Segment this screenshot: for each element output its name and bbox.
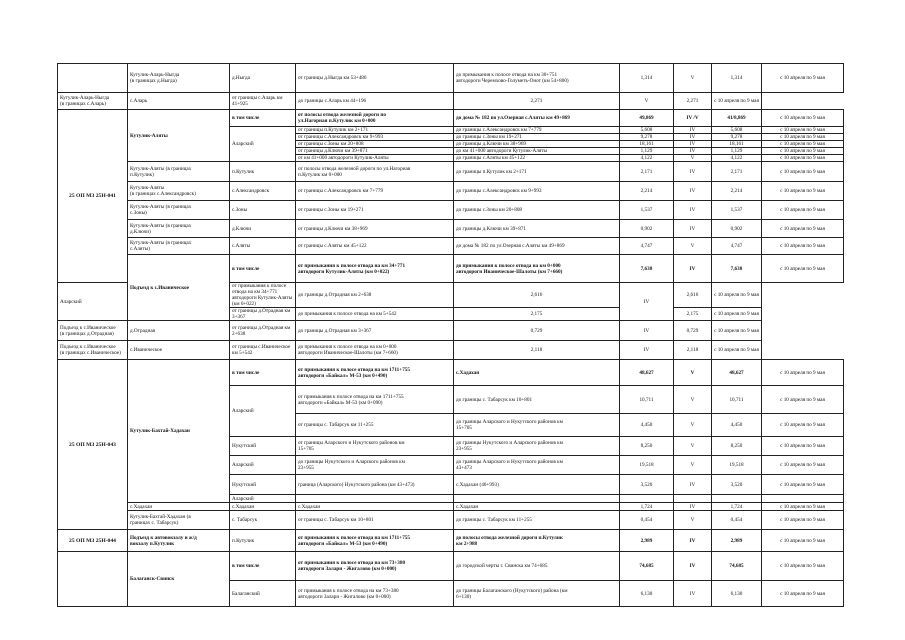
cell-len2: 1,314 — [712, 64, 762, 93]
cell-len2: 2,271 — [674, 93, 712, 110]
cell-from: от границы с.Иваническое км 5+542 — [230, 341, 296, 360]
cell-loc: д.Ныгда — [230, 64, 296, 93]
cell-from: от примыкания к полосе отвода на км 1711+755 автодороги «Байкал» М-53 (км 0+490) — [296, 360, 454, 386]
cell-len2: 41/8,869 — [712, 110, 762, 127]
cell-period: с 10 апреля по 9 мая — [762, 127, 844, 134]
cell-cat: IV — [674, 182, 712, 201]
cell-to: до примыкания к полосе отвода на км 0+000 автодороги Иваническое-Шалоты (км 7+660) — [296, 341, 454, 360]
cell-to: до примыкания к полосе отвода на км 0+000 автодороги Иваническое-Шалоты (км 7+660) — [454, 255, 620, 283]
cell-name: Кутулик-Аларь-Ныгда (в границах д.Ныгда) — [128, 64, 230, 93]
cell-name: с.Хадахан — [128, 503, 230, 511]
table-row — [58, 220, 844, 238]
cell-loc: Нукутский — [230, 475, 296, 495]
cell-len: 48,627 — [620, 360, 674, 386]
cell-name: Кутулик-Аляты (в границах п.Кутулик) — [128, 162, 230, 182]
cell-from: от границы п.Кутулик км 2+171 — [296, 127, 454, 134]
cell-len: 2,271 — [454, 93, 620, 110]
cell-cat: IV — [674, 134, 712, 141]
cell-from: от полосы отвода железной дороги по ул.Нагорная п.Кутулик км 0+000 — [296, 162, 454, 182]
cell-period — [762, 495, 844, 503]
cell-len2: 1,129 — [712, 148, 762, 155]
cell-period: с 10 апреля по 9 мая — [762, 134, 844, 141]
cell-to: до городской черты г. Свинска км 74+685 — [454, 552, 620, 581]
cell-name: Подъезд к с.Иваническое — [128, 255, 230, 321]
cell-loc: с.Хадахан — [230, 503, 296, 511]
cell-cat: V — [674, 456, 712, 475]
cell-len: 0,902 — [620, 220, 674, 238]
cell-len2: 0,729 — [674, 321, 712, 341]
cell-len: 1,537 — [620, 201, 674, 220]
cell-period: с 10 апреля по 9 мая — [762, 414, 844, 437]
cell-loc: д.Отрадная — [128, 321, 230, 341]
cell-cat: IV — [674, 503, 712, 511]
cell-len2: 2,989 — [712, 530, 762, 552]
table-row — [58, 341, 844, 360]
cell-len: 0,729 — [454, 321, 620, 341]
cell-len: 4,747 — [620, 238, 674, 255]
table-row — [58, 321, 844, 341]
cell-len2: 8,250 — [712, 437, 762, 456]
cell-from: до границы Нукутского и Аларского районов км 23+955 — [296, 456, 454, 475]
cell-cat: V — [674, 64, 712, 93]
cell-to: с.Хадахан — [454, 360, 620, 386]
cell-from: от границы с.Аляты км 45+122 — [296, 238, 454, 255]
cell-loc: в том числе — [230, 255, 296, 283]
cell-len: 2,214 — [620, 182, 674, 201]
cell-from — [296, 495, 454, 503]
cell-len: 2,616 — [454, 283, 620, 308]
cell-period: с 10 апреля по 9 мая — [712, 283, 762, 308]
cell-len2: 1,724 — [712, 503, 762, 511]
cell-period: с 10 апреля по 9 мая — [762, 64, 844, 93]
cell-from: от границы с.Аларь км 41+925 — [230, 93, 296, 110]
cell-cat: IV — [674, 581, 712, 607]
cell-len: 9,278 — [620, 134, 674, 141]
cell-cat: IV — [674, 530, 712, 552]
cell-cat: IV — [674, 162, 712, 182]
cell-period: с 10 апреля по 9 мая — [762, 110, 844, 127]
cell-name: Подъезд к с.Иваническое (в границах с.Иваническое) — [58, 341, 128, 360]
cell-loc: с.Аларь — [128, 93, 230, 110]
cell-from: от границы д.Отрадная км 3+367 — [230, 308, 296, 321]
cell-len: 5,608 — [620, 127, 674, 134]
cell-period: с 10 апреля по 9 мая — [762, 360, 844, 386]
cell-period: с 10 апреля по 9 мая — [762, 386, 844, 414]
cell-name: Кутулик-Бахтай-Хадахан (в границах с. Табарсук) — [128, 511, 230, 530]
cell-loc: Аларский — [230, 495, 296, 503]
cell-to: до границы Аларского и Нукутского районов км 15+705 — [454, 414, 620, 437]
cell-cat: IV — [674, 552, 712, 581]
cell-len: 1,724 — [620, 503, 674, 511]
cell-to: до границы Нукутского и Аларского районов км 23+955 — [454, 437, 620, 456]
cell-period: с 10 апреля по 9 мая — [762, 437, 844, 456]
table-row — [58, 360, 844, 386]
cell-loc: д.Ключи — [230, 220, 296, 238]
cell-to: до границы с. Табарсук км 10+801 — [454, 386, 620, 414]
cell-len2: 6,130 — [712, 581, 762, 607]
cell-to: до границы с.Зоны км 19+271 — [454, 134, 620, 141]
cell-period: с 10 апреля по 9 мая — [712, 308, 762, 321]
cell-cat: V — [674, 437, 712, 456]
cell-len: 0,454 — [620, 511, 674, 530]
cell-cat: V — [620, 93, 674, 110]
cell-cat: IV — [674, 148, 712, 155]
cell-len2: 3,520 — [712, 475, 762, 495]
cell-len2: 2,171 — [712, 162, 762, 182]
cell-len2: 2,175 — [674, 308, 712, 321]
cell-code: 25 ОП МЗ 25Н-044 — [58, 530, 128, 552]
cell-to: до границы п.Кутулик км 2+171 — [454, 162, 620, 182]
cell-name: Кутулик-Аларь-Ныгда (в границах с.Аларь) — [58, 93, 128, 110]
cell-len2: 18,161 — [712, 141, 762, 148]
cell-name: Подъезд к автовокзалу и ж/д вокзалу п.Кутулик — [128, 530, 230, 552]
cell-len: 7,638 — [620, 255, 674, 283]
cell-len2: 74,685 — [712, 552, 762, 581]
cell-name: Кутулик-Бахтай-Хадахан — [128, 360, 230, 503]
cell-len: 1,129 — [620, 148, 674, 155]
cell-len — [620, 495, 674, 503]
cell-cat: IV — [674, 255, 712, 283]
cell-from: от примыкания к полосе отвода на км 73+380 автодороги Залари - Жигалово (км 0+000) — [296, 552, 454, 581]
cell-from: от границы с.Зоны км 19+271 — [296, 201, 454, 220]
cell-from: от границы Аларского и Нукутского районов км 15+705 — [296, 437, 454, 456]
cell-loc: Балаганский — [230, 581, 296, 607]
cell-len2: 4,122 — [712, 155, 762, 162]
cell-cat: IV — [674, 127, 712, 134]
cell-period: с 10 апреля по 9 мая — [762, 456, 844, 475]
cell-to: до полосы отвода железной дороги п.Кутулик км 2+988 — [454, 530, 620, 552]
cell-len2 — [712, 495, 762, 503]
cell-cat: IV — [620, 283, 674, 321]
cell-from: от границы д.Ныгда км 53+486 — [296, 64, 454, 93]
cell-len2: 0,902 — [712, 220, 762, 238]
cell-loc: п.Кутулик — [230, 530, 296, 552]
cell-len: 19,518 — [620, 456, 674, 475]
cell-loc: в том числе — [230, 110, 296, 127]
cell-len: 18,161 — [620, 141, 674, 148]
cell-from: граница (Аларского) Нукутского района (км 43+473) — [296, 475, 454, 495]
cell-cat: V — [674, 386, 712, 414]
cell-from: от примыкания к полосе отвода на км 34+771 автодороги Кутулик-Аляты (км 0+022) — [296, 255, 454, 283]
cell-to: до границы с.Аляты км 45+122 — [454, 155, 620, 162]
table-row — [58, 110, 844, 127]
cell-len2: 2,616 — [674, 283, 712, 308]
cell-code — [58, 552, 128, 607]
cell-name: Кутулик-Аляты (в границах д.Ключи) — [128, 220, 230, 238]
cell-period: с 10 апреля по 9 мая — [762, 511, 844, 530]
cell-len2: 48,627 — [712, 360, 762, 386]
cell-len: 2,171 — [620, 162, 674, 182]
cell-to: до границы Аларского и Нукутского районов км 43+473 — [454, 456, 620, 475]
cell-from: от границы с.Александровск км 9+993 — [296, 134, 454, 141]
cell-len2: 19,518 — [712, 456, 762, 475]
cell-len2: 2,118 — [674, 341, 712, 360]
cell-loc: Нукутский — [230, 437, 296, 456]
cell-len2: 9,278 — [712, 134, 762, 141]
table-row — [58, 93, 844, 110]
cell-len: 2,118 — [454, 341, 620, 360]
cell-period: с 10 апреля по 9 мая — [712, 321, 762, 341]
cell-len2: 4,747 — [712, 238, 762, 255]
table-row — [58, 503, 844, 511]
cell-len: 8,250 — [620, 437, 674, 456]
cell-loc: Аларский — [230, 127, 296, 162]
cell-len2: 10,711 — [712, 386, 762, 414]
cell-period: с 10 апреля по 9 мая — [712, 93, 762, 110]
cell-len2: 1,537 — [712, 201, 762, 220]
cell-code: 25 ОП МЗ 25Н-043 — [58, 360, 128, 530]
cell-len: 4,450 — [620, 414, 674, 437]
cell-len2: 7,638 — [712, 255, 762, 283]
cell-to: до границы д.Ключи км 38+969 — [454, 141, 620, 148]
cell-to: до границы с.Александровск км 9+993 — [454, 182, 620, 201]
cell-cat: IV — [674, 141, 712, 148]
cell-period: с 10 апреля по 9 мая — [712, 341, 762, 360]
cell-loc: с.Зоны — [230, 201, 296, 220]
cell-cat: IV — [674, 475, 712, 495]
cell-from: от полосы отвода железной дороги по ул.Нагорная п.Кутулик км 0+000 — [296, 110, 454, 127]
cell-cat: V — [674, 155, 712, 162]
cell-name: Подъезд к с.Иваническое (в границах д.Отрадная) — [58, 321, 128, 341]
cell-code — [58, 64, 128, 93]
cell-from: от границы с.Александровск км 7+779 — [296, 182, 454, 201]
cell-from: с.Хадахан — [296, 503, 454, 511]
cell-period: с 10 апреля по 9 мая — [762, 182, 844, 201]
cell-len: 49,869 — [620, 110, 674, 127]
cell-cat: IV — [674, 201, 712, 220]
table-row — [58, 530, 844, 552]
cell-period: с 10 апреля по 9 мая — [762, 581, 844, 607]
cell-len2: 0,454 — [712, 511, 762, 530]
cell-len2: 2,214 — [712, 182, 762, 201]
cell-cat: IV — [620, 321, 674, 341]
cell-code: 25 ОП МЗ 25Н-041 — [58, 110, 128, 283]
cell-from: от примыкания к полосе отвода на км 73+380 автодороги Залари - Жигалово (км 0+000) — [296, 581, 454, 607]
cell-loc: с.Иваническое — [128, 341, 230, 360]
cell-to: с.Хадахан (46+993) — [454, 475, 620, 495]
cell-cat — [674, 495, 712, 503]
cell-period: с 10 апреля по 9 мая — [762, 141, 844, 148]
cell-cat: IV — [674, 220, 712, 238]
cell-loc: п.Кутулик — [230, 162, 296, 182]
cell-to: до границы д.Ключи км 39+871 — [454, 220, 620, 238]
cell-to: до дома № 182 по ул.Озерная с.Аляты км 49+869 — [454, 110, 620, 127]
cell-from: от границы д.Ключи км 39+871 — [296, 148, 454, 155]
cell-loc: Аларский — [230, 386, 296, 437]
table-row — [58, 238, 844, 255]
cell-cat: V — [674, 511, 712, 530]
cell-loc: с.Аляты — [230, 238, 296, 255]
cell-len: 10,711 — [620, 386, 674, 414]
table-row — [58, 64, 844, 93]
cell-to: до границы с.Зоны км 20+808 — [454, 201, 620, 220]
cell-to: до примыкания к полосе отвода на км 30+751 автодороги Черемхово-Голуметь-Онот (км 54+800) — [454, 64, 620, 93]
cell-cat: IV /V — [674, 110, 712, 127]
cell-to: до км 41+000 автодороги Кутулик-Аляты — [454, 148, 620, 155]
cell-period: с 10 апреля по 9 мая — [762, 255, 844, 283]
cell-len: 2,175 — [454, 308, 620, 321]
cell-period: с 10 апреля по 9 мая — [762, 201, 844, 220]
cell-to: до границы с.Александровск км 7+779 — [454, 127, 620, 134]
cell-from: от границы д.Отрадная км 2+638 — [230, 321, 296, 341]
cell-loc: Аларский — [230, 456, 296, 475]
cell-cat: V — [674, 414, 712, 437]
cell-name: Кутулик-Аляты — [128, 110, 230, 162]
cell-name: Балаганск-Свинск — [128, 552, 230, 607]
cell-period: с 10 апреля по 9 мая — [762, 155, 844, 162]
table-row — [58, 255, 844, 283]
cell-to: до границы Балаганского (Нукутского) района (км 6+130) — [454, 581, 620, 607]
cell-to: до дома № 182 по ул.Озерная с.Аляты км 49+869 — [454, 238, 620, 255]
cell-period: с 10 апреля по 9 мая — [762, 503, 844, 511]
cell-from: от примыкания к полосе отвода на км 1711+755 автодороги «Байкал» М-53 (км 0+090) — [296, 386, 454, 414]
cell-period: с 10 апреля по 9 мая — [762, 238, 844, 255]
cell-name: Кутулик-Аляты (в границах с.Александровск) — [128, 182, 230, 201]
cell-len: 2,989 — [620, 530, 674, 552]
roads-table-body — [58, 64, 844, 607]
cell-period: с 10 апреля по 9 мая — [762, 162, 844, 182]
cell-loc: Аларский — [58, 283, 128, 321]
cell-from: от границы с.Зоны км 20+808 — [296, 141, 454, 148]
cell-name: Кутулик-Аляты (в границах с.Аляты) — [128, 238, 230, 255]
cell-from: от км 41+000 автодороги Кутулик-Аляты — [296, 155, 454, 162]
cell-len: 1,314 — [620, 64, 674, 93]
table-row — [58, 201, 844, 220]
table-row — [58, 162, 844, 182]
cell-to: до примыкания к полосе отвода на км 5+542 — [296, 308, 454, 321]
cell-period: с 10 апреля по 9 мая — [762, 530, 844, 552]
cell-cat: IV — [620, 341, 674, 360]
cell-from: от примыкания к полосе отвода на км 1711+755 автодороги «Байкал» М-53 (км 0+490) — [296, 530, 454, 552]
cell-period: с 10 апреля по 9 мая — [762, 552, 844, 581]
cell-from: от границы д.Ключи км 38+969 — [296, 220, 454, 238]
cell-from: от примыкания к полосе отвода на км 34+771 автодороги Кутулик-Аляты (км 0+022) — [230, 283, 296, 308]
cell-to — [454, 495, 620, 503]
cell-to: до границы д.Отрадная км 2+638 — [296, 283, 454, 308]
cell-loc: с.Александровск — [230, 182, 296, 201]
cell-len: 6,130 — [620, 581, 674, 607]
cell-loc: в том числе — [230, 552, 296, 581]
cell-to: до границы д.Отрадная км 3+367 — [296, 321, 454, 341]
cell-cat: V — [674, 238, 712, 255]
cell-cat: V — [674, 360, 712, 386]
cell-loc: с. Табарсук — [230, 511, 296, 530]
table-row — [58, 182, 844, 201]
cell-period: с 10 апреля по 9 мая — [762, 475, 844, 495]
cell-loc: в том числе — [230, 360, 296, 386]
cell-to: с.Хадахан — [454, 503, 620, 511]
table-row — [58, 552, 844, 581]
cell-len2: 4,450 — [712, 414, 762, 437]
cell-period: с 10 апреля по 9 мая — [762, 220, 844, 238]
cell-len: 4,122 — [620, 155, 674, 162]
roads-table — [57, 63, 844, 607]
cell-len: 74,685 — [620, 552, 674, 581]
cell-len2: 5,608 — [712, 127, 762, 134]
cell-to: до границы с.Аларь км 44+196 — [296, 93, 454, 110]
cell-period: с 10 апреля по 9 мая — [762, 148, 844, 155]
cell-len: 3,520 — [620, 475, 674, 495]
cell-name: Кутулик-Аляты (в границах с.Зоны) — [128, 201, 230, 220]
table-row — [58, 511, 844, 530]
cell-from: от границы с. Табарсук км 10+801 — [296, 511, 454, 530]
cell-to: до границы с. Табарсук км 11+255 — [454, 511, 620, 530]
cell-from: от границы с. Табарсук км 11+255 — [296, 414, 454, 437]
